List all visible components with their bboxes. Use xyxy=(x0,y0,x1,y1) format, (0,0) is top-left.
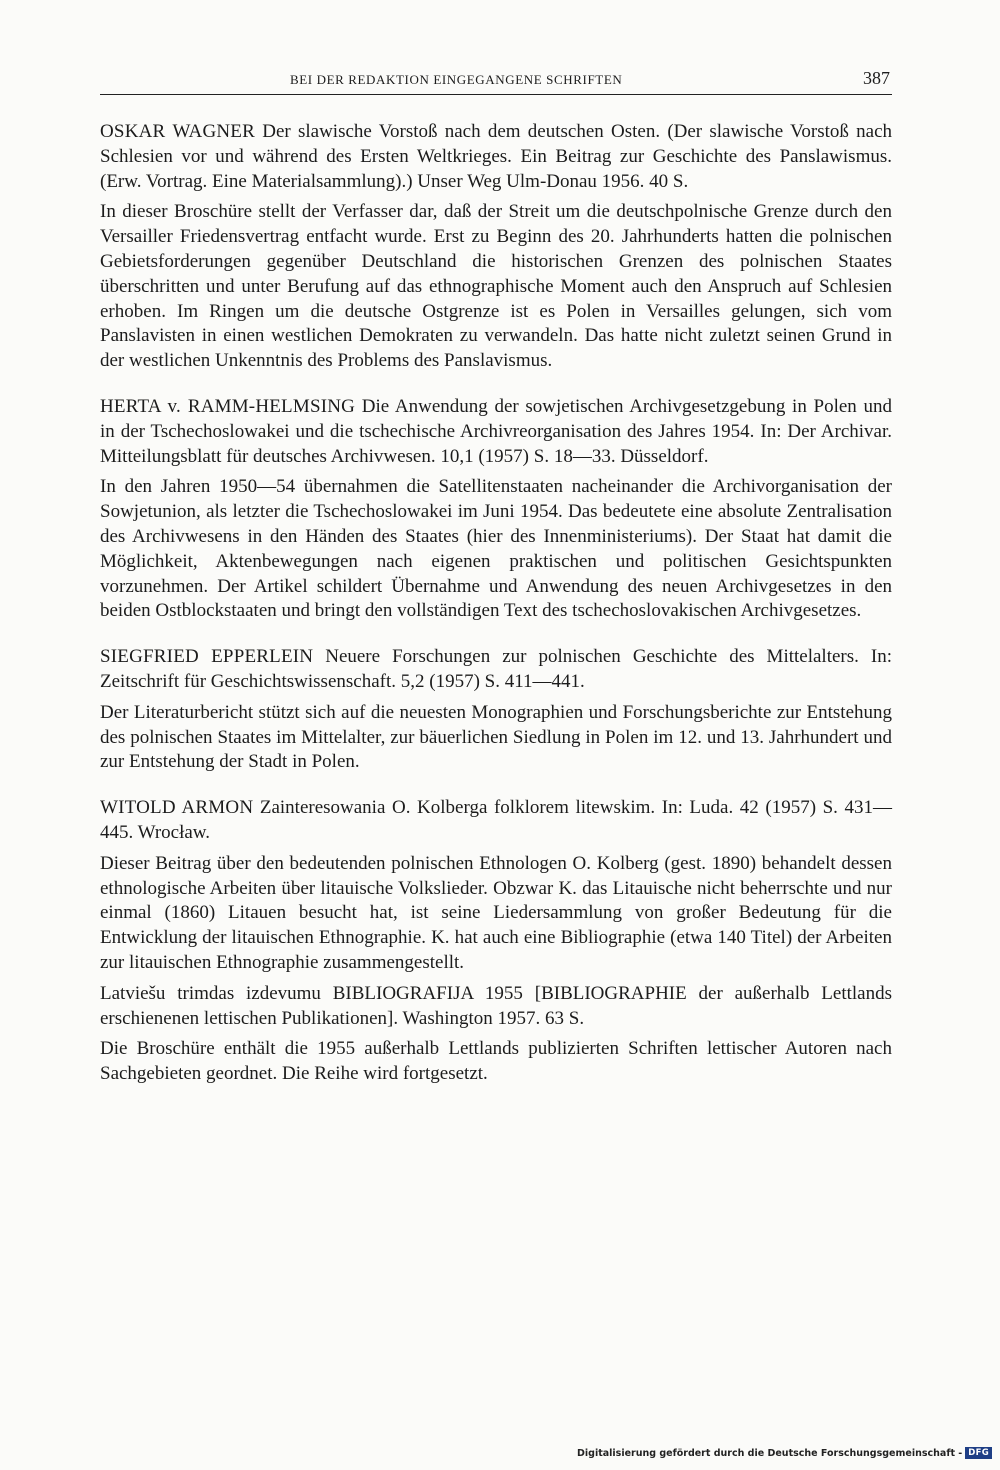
citation-text: Der slawische Vorstoß nach dem deutschen Osten. (Der slawische Vorstoß nach Schlesien vor und während des Ersten Weltkrieges. Ein Beitrag zur Geschichte des Panslawismus. (Erw. Vortrag. Eine Materialsammlung).) Unser Weg Ulm-Donau 1956. 40 S. xyxy=(100,121,893,192)
page-number: 387 xyxy=(863,68,890,88)
content xyxy=(100,120,892,1087)
citation-text: Zainteresowania O. Kolberga folklorem litewskim. In: Luda. 42 (1957) S. 431—445. Wrocław. xyxy=(100,797,893,843)
summary-bibliografija: Die Broschüre enthält die 1955 außerhalb Lettlands publizierten Schriften lettischer Autoren nach Sachgebieten geordnet. Die Reihe wird fortgesetzt. xyxy=(100,1038,892,1085)
summary: In dieser Broschüre stellt der Verfasser dar, daß der Streit um die deutschpolnische Grenze durch den Versailler Friedensvertrag entfacht wurde. Erst zu Beginn des 20. Jahrhunderts hatten die polnischen Gebietsforderungen gegenüber Deutschland die historischen Grenzen des polnischen Staates überschritten und unter Berufung auf das ethnographische Moment auch den Anspruch auf Schlesien erhoben. Im Ringen um die deutsche Ostgrenze ist es Polen in Versailles gelungen, sich vom Panslavisten in einen westlichen Demokraten zu verwandeln. Das hatte nicht zuletzt seinen Grund in der westlichen Unkenntnis des Problems des Panslavismus. xyxy=(100,201,892,372)
entry-wagner xyxy=(100,120,892,374)
dfg-logo-icon: DFG xyxy=(965,1447,992,1459)
author-name: OSKAR WAGNER xyxy=(100,121,255,142)
citation xyxy=(100,120,892,194)
summary: Dieser Beitrag über den bedeutenden polnischen Ethnologen O. Kolberg (gest. 1890) behandelt dessen ethnologische Arbeiten über litauische Volkslieder. Obzwar K. das Litauische nicht beherrschte und nur einmal (1860) Litauen besucht hat, ist seine Liedersammlung von großer Bedeutung für die Entwicklung der litauischen Ethnographie. K. hat auch eine Bibliographie (etwa 140 Titel) der Arbeiten zur litauischen Ethnographie zusammengestellt. xyxy=(100,852,892,973)
summary: In den Jahren 1950—54 übernahmen die Satellitenstaaten nacheinander die Archivorganisation der Sowjetunion, als letzter die Tschechoslowakei im Juni 1954. Das bedeutete eine absolute Zentralisation des Archivwesens in den Händen des Staates (hier des Innenministeriums). Der Staat hat damit die Möglichkeit, Aktenbewegungen nach eigenen praktischen und politischen Gesichtspunkten vorzunehmen. Der Artikel schildert Übernahme und Anwendung des neuen Archivgesetzes in den beiden Ostblockstaaten und bringt den vollständigen Text des tschechoslovakischen Archivgesetzes. xyxy=(100,476,892,622)
citation xyxy=(100,796,892,846)
citation xyxy=(100,645,892,695)
header-title: BEI DER REDAKTION EINGEGANGENE SCHRIFTEN xyxy=(290,72,623,87)
footer-text: Digitalisierung gefördert durch die Deutsche Forschungsgemeinschaft - xyxy=(577,1447,963,1459)
entry-armon xyxy=(100,796,892,1087)
author-name: HERTA v. RAMM-HELMSING xyxy=(100,395,356,417)
author-name: WITOLD ARMON xyxy=(100,797,254,819)
summary: Der Literaturbericht stützt sich auf die neuesten Monographien und Forschungsberichte zur Entstehung des polnischen Staates im Mittelalter, zur bäuerlichen Siedlung in Polen im 12. und 13. Jahrhundert und zur Entstehung der Stadt in Polen. xyxy=(100,701,892,773)
entry-ramm-helmsing xyxy=(100,395,892,624)
running-header xyxy=(100,66,892,95)
citation-text: Die Anwendung der sowjetischen Archivgesetzgebung in Polen und in der Tschechoslowakei und die tschechische Archivreorganisation des Jahres 1954. In: Der Archivar. Mitteilungsblatt für deutsches Archivwesen. 10,1 (1957) S. 18—33. Düsseldorf. xyxy=(100,395,892,467)
digitization-footer xyxy=(577,1447,992,1459)
citation xyxy=(100,395,892,469)
entry-epperlein xyxy=(100,645,892,775)
citation-bibliografija: Latviešu trimdas izdevumu BIBLIOGRAFIJA 1955 [BIBLIOGRAPHIE der außerhalb Lettlands erschienenen lettischen Publikationen]. Washington 1957. 63 S. xyxy=(100,982,892,1029)
author-name: SIEGFRIED EPPERLEIN xyxy=(100,646,314,668)
citation-text: Neuere Forschungen zur polnischen Geschichte des Mittelalters. In: Zeitschrift für Geschichtswissenschaft. 5,2 (1957) S. 411—441. xyxy=(100,646,892,692)
